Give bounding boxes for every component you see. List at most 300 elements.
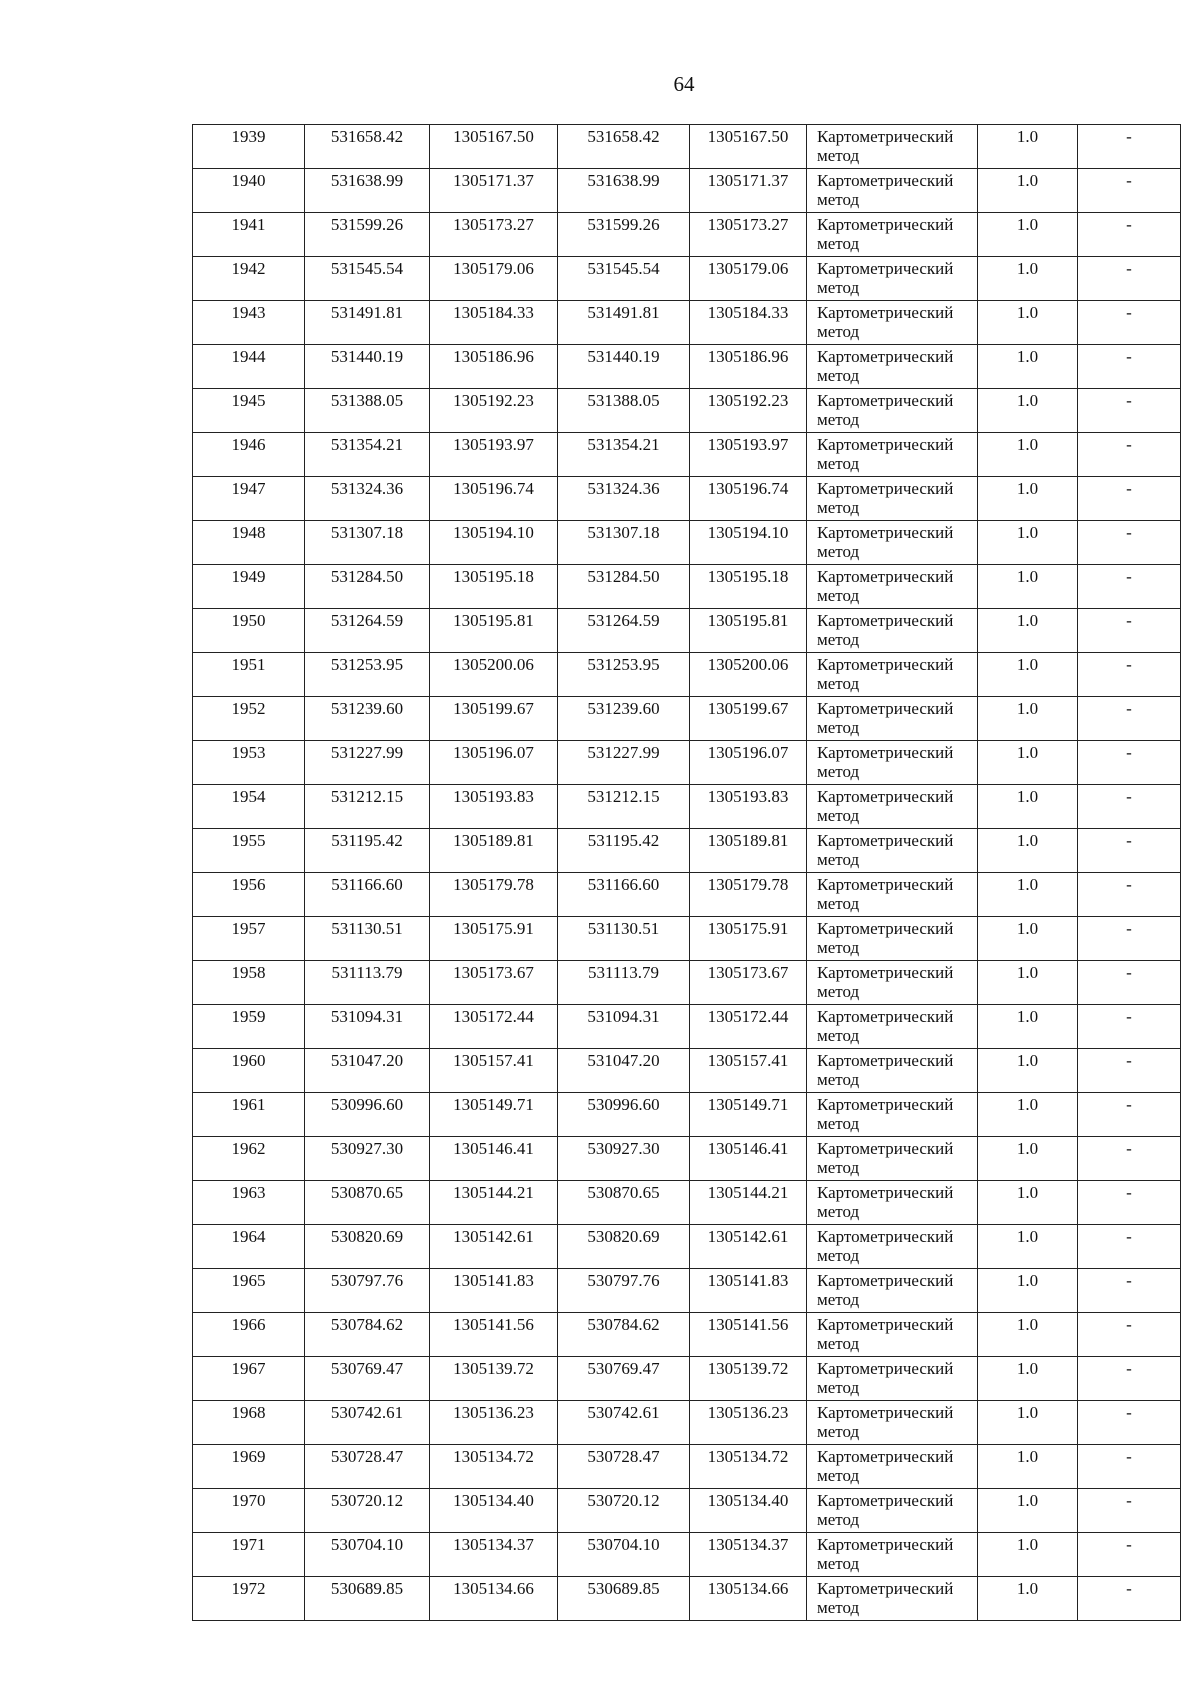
method-label: Картометрический <box>817 1491 954 1510</box>
method-label: Картометрический <box>817 1007 954 1026</box>
y-coordinate-repeat-cell: 1305194.10 <box>690 521 807 565</box>
method-cell <box>807 1137 978 1181</box>
method-label-continued: метод <box>817 806 860 825</box>
table-row <box>193 1401 1181 1445</box>
x-coordinate-repeat-cell: 531130.51 <box>558 917 690 961</box>
y-coordinate-repeat-cell: 1305184.33 <box>690 301 807 345</box>
table-row <box>193 1181 1181 1225</box>
y-coordinate-repeat-cell: 1305134.40 <box>690 1489 807 1533</box>
method-label-continued: метод <box>817 718 860 737</box>
table-row <box>193 917 1181 961</box>
method-label: Картометрический <box>817 567 954 586</box>
method-label-continued: метод <box>817 1378 860 1397</box>
page-number: 64 <box>673 72 695 96</box>
point-number-cell: 1958 <box>193 961 305 1005</box>
y-coordinate-cell: 1305179.78 <box>430 873 558 917</box>
table-row <box>193 565 1181 609</box>
accuracy-cell: 1.0 <box>978 829 1078 873</box>
accuracy-cell: 1.0 <box>978 1357 1078 1401</box>
point-number-cell: 1949 <box>193 565 305 609</box>
x-coordinate-repeat-cell: 531638.99 <box>558 169 690 213</box>
note-cell: - <box>1078 169 1181 213</box>
x-coordinate-repeat-cell: 531047.20 <box>558 1049 690 1093</box>
y-coordinate-cell: 1305173.27 <box>430 213 558 257</box>
method-label-continued: метод <box>817 1554 860 1573</box>
method-cell <box>807 1357 978 1401</box>
point-number-cell: 1956 <box>193 873 305 917</box>
method-label-continued: метод <box>817 146 860 165</box>
y-coordinate-repeat-cell: 1305193.83 <box>690 785 807 829</box>
y-coordinate-repeat-cell: 1305196.74 <box>690 477 807 521</box>
y-coordinate-repeat-cell: 1305146.41 <box>690 1137 807 1181</box>
note-cell: - <box>1078 301 1181 345</box>
x-coordinate-cell: 531491.81 <box>305 301 430 345</box>
accuracy-cell: 1.0 <box>978 1225 1078 1269</box>
method-label: Картометрический <box>817 435 954 454</box>
point-number-cell: 1944 <box>193 345 305 389</box>
x-coordinate-repeat-cell: 530927.30 <box>558 1137 690 1181</box>
method-cell <box>807 169 978 213</box>
x-coordinate-cell: 530704.10 <box>305 1533 430 1577</box>
method-cell <box>807 1533 978 1577</box>
accuracy-cell: 1.0 <box>978 697 1078 741</box>
x-coordinate-cell: 531264.59 <box>305 609 430 653</box>
method-label: Картометрический <box>817 1139 954 1158</box>
method-cell <box>807 213 978 257</box>
x-coordinate-repeat-cell: 531264.59 <box>558 609 690 653</box>
method-label: Картометрический <box>817 259 954 278</box>
table-body <box>193 125 1181 1621</box>
y-coordinate-repeat-cell: 1305167.50 <box>690 125 807 169</box>
x-coordinate-cell: 530720.12 <box>305 1489 430 1533</box>
method-label: Картометрический <box>817 1183 954 1202</box>
y-coordinate-repeat-cell: 1305179.06 <box>690 257 807 301</box>
y-coordinate-repeat-cell: 1305195.81 <box>690 609 807 653</box>
x-coordinate-repeat-cell: 530769.47 <box>558 1357 690 1401</box>
x-coordinate-cell: 531239.60 <box>305 697 430 741</box>
y-coordinate-cell: 1305179.06 <box>430 257 558 301</box>
x-coordinate-cell: 530870.65 <box>305 1181 430 1225</box>
table-row <box>193 1313 1181 1357</box>
x-coordinate-cell: 531440.19 <box>305 345 430 389</box>
method-label: Картометрический <box>817 875 954 894</box>
table-row <box>193 521 1181 565</box>
accuracy-cell: 1.0 <box>978 961 1078 1005</box>
accuracy-cell: 1.0 <box>978 1533 1078 1577</box>
y-coordinate-cell: 1305134.37 <box>430 1533 558 1577</box>
x-coordinate-cell: 531324.36 <box>305 477 430 521</box>
method-cell <box>807 477 978 521</box>
accuracy-cell: 1.0 <box>978 873 1078 917</box>
x-coordinate-cell: 531212.15 <box>305 785 430 829</box>
x-coordinate-cell: 531284.50 <box>305 565 430 609</box>
x-coordinate-repeat-cell: 530870.65 <box>558 1181 690 1225</box>
x-coordinate-repeat-cell: 530797.76 <box>558 1269 690 1313</box>
accuracy-cell: 1.0 <box>978 1269 1078 1313</box>
y-coordinate-cell: 1305192.23 <box>430 389 558 433</box>
table-row <box>193 1049 1181 1093</box>
method-cell <box>807 301 978 345</box>
table-row <box>193 213 1181 257</box>
accuracy-cell: 1.0 <box>978 741 1078 785</box>
accuracy-cell: 1.0 <box>978 1049 1078 1093</box>
point-number-cell: 1968 <box>193 1401 305 1445</box>
y-coordinate-cell: 1305175.91 <box>430 917 558 961</box>
method-label: Картометрический <box>817 1447 954 1466</box>
method-cell <box>807 1181 978 1225</box>
x-coordinate-repeat-cell: 531491.81 <box>558 301 690 345</box>
note-cell: - <box>1078 653 1181 697</box>
table-row <box>193 741 1181 785</box>
y-coordinate-cell: 1305144.21 <box>430 1181 558 1225</box>
note-cell: - <box>1078 1049 1181 1093</box>
method-label: Картометрический <box>817 1315 954 1334</box>
note-cell: - <box>1078 829 1181 873</box>
y-coordinate-repeat-cell: 1305134.37 <box>690 1533 807 1577</box>
y-coordinate-repeat-cell: 1305192.23 <box>690 389 807 433</box>
y-coordinate-cell: 1305184.33 <box>430 301 558 345</box>
table-row <box>193 785 1181 829</box>
x-coordinate-repeat-cell: 530720.12 <box>558 1489 690 1533</box>
method-label: Картометрический <box>817 1535 954 1554</box>
x-coordinate-cell: 531545.54 <box>305 257 430 301</box>
method-label: Картометрический <box>817 391 954 410</box>
method-cell <box>807 1005 978 1049</box>
method-cell <box>807 565 978 609</box>
point-number-cell: 1971 <box>193 1533 305 1577</box>
x-coordinate-cell: 530784.62 <box>305 1313 430 1357</box>
y-coordinate-cell: 1305149.71 <box>430 1093 558 1137</box>
y-coordinate-cell: 1305196.74 <box>430 477 558 521</box>
point-number-cell: 1963 <box>193 1181 305 1225</box>
method-label-continued: метод <box>817 1334 860 1353</box>
x-coordinate-repeat-cell: 531545.54 <box>558 257 690 301</box>
accuracy-cell: 1.0 <box>978 477 1078 521</box>
x-coordinate-cell: 531195.42 <box>305 829 430 873</box>
table-row <box>193 301 1181 345</box>
method-cell <box>807 125 978 169</box>
y-coordinate-repeat-cell: 1305141.83 <box>690 1269 807 1313</box>
accuracy-cell: 1.0 <box>978 1489 1078 1533</box>
x-coordinate-cell: 531599.26 <box>305 213 430 257</box>
y-coordinate-repeat-cell: 1305199.67 <box>690 697 807 741</box>
y-coordinate-cell: 1305193.83 <box>430 785 558 829</box>
y-coordinate-cell: 1305195.18 <box>430 565 558 609</box>
x-coordinate-repeat-cell: 530689.85 <box>558 1577 690 1621</box>
y-coordinate-cell: 1305141.56 <box>430 1313 558 1357</box>
method-cell <box>807 1093 978 1137</box>
x-coordinate-repeat-cell: 530742.61 <box>558 1401 690 1445</box>
method-cell <box>807 785 978 829</box>
accuracy-cell: 1.0 <box>978 653 1078 697</box>
accuracy-cell: 1.0 <box>978 1401 1078 1445</box>
x-coordinate-repeat-cell: 531253.95 <box>558 653 690 697</box>
y-coordinate-cell: 1305196.07 <box>430 741 558 785</box>
x-coordinate-cell: 530769.47 <box>305 1357 430 1401</box>
method-label: Картометрический <box>817 963 954 982</box>
accuracy-cell: 1.0 <box>978 521 1078 565</box>
point-number-cell: 1972 <box>193 1577 305 1621</box>
x-coordinate-repeat-cell: 531354.21 <box>558 433 690 477</box>
note-cell: - <box>1078 961 1181 1005</box>
y-coordinate-repeat-cell: 1305173.27 <box>690 213 807 257</box>
x-coordinate-repeat-cell: 531195.42 <box>558 829 690 873</box>
method-label: Картометрический <box>817 215 954 234</box>
x-coordinate-repeat-cell: 531227.99 <box>558 741 690 785</box>
y-coordinate-cell: 1305173.67 <box>430 961 558 1005</box>
method-label: Картометрический <box>817 1095 954 1114</box>
point-number-cell: 1950 <box>193 609 305 653</box>
y-coordinate-cell: 1305136.23 <box>430 1401 558 1445</box>
method-label: Картометрический <box>817 655 954 674</box>
y-coordinate-repeat-cell: 1305195.18 <box>690 565 807 609</box>
method-label-continued: метод <box>817 1466 860 1485</box>
method-label: Картометрический <box>817 523 954 542</box>
method-cell <box>807 1269 978 1313</box>
note-cell: - <box>1078 1489 1181 1533</box>
y-coordinate-repeat-cell: 1305196.07 <box>690 741 807 785</box>
y-coordinate-repeat-cell: 1305136.23 <box>690 1401 807 1445</box>
accuracy-cell: 1.0 <box>978 1137 1078 1181</box>
note-cell: - <box>1078 917 1181 961</box>
y-coordinate-repeat-cell: 1305134.66 <box>690 1577 807 1621</box>
x-coordinate-repeat-cell: 531658.42 <box>558 125 690 169</box>
y-coordinate-cell: 1305193.97 <box>430 433 558 477</box>
point-number-cell: 1967 <box>193 1357 305 1401</box>
method-label-continued: метод <box>817 1246 860 1265</box>
point-number-cell: 1957 <box>193 917 305 961</box>
note-cell: - <box>1078 1401 1181 1445</box>
table-row <box>193 1445 1181 1489</box>
method-label: Картометрический <box>817 1359 954 1378</box>
method-label: Картометрический <box>817 1227 954 1246</box>
method-label-continued: метод <box>817 850 860 869</box>
table-row <box>193 1093 1181 1137</box>
table-row <box>193 125 1181 169</box>
table-row <box>193 1137 1181 1181</box>
y-coordinate-cell: 1305200.06 <box>430 653 558 697</box>
x-coordinate-repeat-cell: 531440.19 <box>558 345 690 389</box>
x-coordinate-cell: 531094.31 <box>305 1005 430 1049</box>
y-coordinate-repeat-cell: 1305142.61 <box>690 1225 807 1269</box>
method-label: Картометрический <box>817 743 954 762</box>
y-coordinate-cell: 1305186.96 <box>430 345 558 389</box>
y-coordinate-repeat-cell: 1305141.56 <box>690 1313 807 1357</box>
point-number-cell: 1970 <box>193 1489 305 1533</box>
x-coordinate-cell: 531166.60 <box>305 873 430 917</box>
table-row <box>193 345 1181 389</box>
method-cell <box>807 389 978 433</box>
method-label-continued: метод <box>817 1114 860 1133</box>
accuracy-cell: 1.0 <box>978 1577 1078 1621</box>
y-coordinate-repeat-cell: 1305173.67 <box>690 961 807 1005</box>
table-row <box>193 1533 1181 1577</box>
point-number-cell: 1941 <box>193 213 305 257</box>
method-label-continued: метод <box>817 190 860 209</box>
note-cell: - <box>1078 609 1181 653</box>
table-row <box>193 829 1181 873</box>
method-label: Картометрический <box>817 1271 954 1290</box>
y-coordinate-repeat-cell: 1305144.21 <box>690 1181 807 1225</box>
accuracy-cell: 1.0 <box>978 1313 1078 1357</box>
note-cell: - <box>1078 1313 1181 1357</box>
accuracy-cell: 1.0 <box>978 1093 1078 1137</box>
x-coordinate-cell: 530996.60 <box>305 1093 430 1137</box>
point-number-cell: 1969 <box>193 1445 305 1489</box>
y-coordinate-repeat-cell: 1305200.06 <box>690 653 807 697</box>
method-label: Картометрический <box>817 787 954 806</box>
note-cell: - <box>1078 1533 1181 1577</box>
y-coordinate-cell: 1305167.50 <box>430 125 558 169</box>
note-cell: - <box>1078 389 1181 433</box>
note-cell: - <box>1078 1357 1181 1401</box>
y-coordinate-repeat-cell: 1305193.97 <box>690 433 807 477</box>
method-label-continued: метод <box>817 278 860 297</box>
table-row <box>193 169 1181 213</box>
method-cell <box>807 521 978 565</box>
note-cell: - <box>1078 565 1181 609</box>
x-coordinate-cell: 530742.61 <box>305 1401 430 1445</box>
accuracy-cell: 1.0 <box>978 301 1078 345</box>
method-cell <box>807 917 978 961</box>
x-coordinate-cell: 531047.20 <box>305 1049 430 1093</box>
accuracy-cell: 1.0 <box>978 1445 1078 1489</box>
x-coordinate-cell: 531253.95 <box>305 653 430 697</box>
method-label-continued: метод <box>817 1202 860 1221</box>
x-coordinate-cell: 530927.30 <box>305 1137 430 1181</box>
note-cell: - <box>1078 345 1181 389</box>
y-coordinate-cell: 1305194.10 <box>430 521 558 565</box>
method-label: Картометрический <box>817 1051 954 1070</box>
method-label-continued: метод <box>817 894 860 913</box>
method-cell <box>807 257 978 301</box>
y-coordinate-repeat-cell: 1305139.72 <box>690 1357 807 1401</box>
accuracy-cell: 1.0 <box>978 565 1078 609</box>
point-number-cell: 1960 <box>193 1049 305 1093</box>
note-cell: - <box>1078 1269 1181 1313</box>
method-cell <box>807 653 978 697</box>
y-coordinate-repeat-cell: 1305175.91 <box>690 917 807 961</box>
note-cell: - <box>1078 1137 1181 1181</box>
method-label: Картометрический <box>817 699 954 718</box>
point-number-cell: 1965 <box>193 1269 305 1313</box>
method-label-continued: метод <box>817 322 860 341</box>
method-label-continued: метод <box>817 586 860 605</box>
accuracy-cell: 1.0 <box>978 1181 1078 1225</box>
table-row <box>193 609 1181 653</box>
note-cell: - <box>1078 873 1181 917</box>
x-coordinate-cell: 531658.42 <box>305 125 430 169</box>
method-cell <box>807 873 978 917</box>
y-coordinate-cell: 1305142.61 <box>430 1225 558 1269</box>
accuracy-cell: 1.0 <box>978 785 1078 829</box>
method-cell <box>807 1401 978 1445</box>
y-coordinate-cell: 1305134.66 <box>430 1577 558 1621</box>
table-row <box>193 389 1181 433</box>
table-row <box>193 433 1181 477</box>
x-coordinate-repeat-cell: 530704.10 <box>558 1533 690 1577</box>
method-label-continued: метод <box>817 762 860 781</box>
table-row <box>193 1225 1181 1269</box>
method-cell <box>807 345 978 389</box>
x-coordinate-cell: 531388.05 <box>305 389 430 433</box>
point-number-cell: 1939 <box>193 125 305 169</box>
accuracy-cell: 1.0 <box>978 213 1078 257</box>
point-number-cell: 1954 <box>193 785 305 829</box>
method-label-continued: метод <box>817 1510 860 1529</box>
y-coordinate-repeat-cell: 1305189.81 <box>690 829 807 873</box>
method-label-continued: метод <box>817 674 860 693</box>
point-number-cell: 1966 <box>193 1313 305 1357</box>
x-coordinate-cell: 531130.51 <box>305 917 430 961</box>
method-label-continued: метод <box>817 1422 860 1441</box>
x-coordinate-repeat-cell: 530728.47 <box>558 1445 690 1489</box>
point-number-cell: 1959 <box>193 1005 305 1049</box>
note-cell: - <box>1078 477 1181 521</box>
method-label-continued: метод <box>817 1026 860 1045</box>
note-cell: - <box>1078 1225 1181 1269</box>
point-number-cell: 1948 <box>193 521 305 565</box>
point-number-cell: 1962 <box>193 1137 305 1181</box>
note-cell: - <box>1078 741 1181 785</box>
point-number-cell: 1942 <box>193 257 305 301</box>
method-cell <box>807 741 978 785</box>
method-label: Картометрический <box>817 347 954 366</box>
note-cell: - <box>1078 433 1181 477</box>
x-coordinate-repeat-cell: 531212.15 <box>558 785 690 829</box>
note-cell: - <box>1078 1445 1181 1489</box>
method-cell <box>807 1049 978 1093</box>
method-label-continued: метод <box>817 234 860 253</box>
method-label-continued: метод <box>817 1598 860 1617</box>
method-label-continued: метод <box>817 366 860 385</box>
method-label: Картометрический <box>817 611 954 630</box>
y-coordinate-repeat-cell: 1305179.78 <box>690 873 807 917</box>
y-coordinate-cell: 1305189.81 <box>430 829 558 873</box>
x-coordinate-cell: 530797.76 <box>305 1269 430 1313</box>
y-coordinate-cell: 1305141.83 <box>430 1269 558 1313</box>
y-coordinate-repeat-cell: 1305134.72 <box>690 1445 807 1489</box>
coordinates-table <box>192 124 1181 1621</box>
point-number-cell: 1946 <box>193 433 305 477</box>
point-number-cell: 1961 <box>193 1093 305 1137</box>
y-coordinate-repeat-cell: 1305157.41 <box>690 1049 807 1093</box>
note-cell: - <box>1078 1093 1181 1137</box>
x-coordinate-repeat-cell: 531307.18 <box>558 521 690 565</box>
table-row <box>193 961 1181 1005</box>
method-cell <box>807 1489 978 1533</box>
table-row <box>193 873 1181 917</box>
method-cell <box>807 829 978 873</box>
y-coordinate-cell: 1305171.37 <box>430 169 558 213</box>
point-number-cell: 1951 <box>193 653 305 697</box>
table-row <box>193 1269 1181 1313</box>
method-label-continued: метод <box>817 410 860 429</box>
y-coordinate-cell: 1305134.40 <box>430 1489 558 1533</box>
accuracy-cell: 1.0 <box>978 1005 1078 1049</box>
accuracy-cell: 1.0 <box>978 433 1078 477</box>
method-label-continued: метод <box>817 938 860 957</box>
x-coordinate-repeat-cell: 531113.79 <box>558 961 690 1005</box>
point-number-cell: 1964 <box>193 1225 305 1269</box>
point-number-cell: 1940 <box>193 169 305 213</box>
method-label-continued: метод <box>817 1070 860 1089</box>
x-coordinate-cell: 531307.18 <box>305 521 430 565</box>
y-coordinate-cell: 1305157.41 <box>430 1049 558 1093</box>
table-row <box>193 477 1181 521</box>
accuracy-cell: 1.0 <box>978 609 1078 653</box>
method-label-continued: метод <box>817 630 860 649</box>
